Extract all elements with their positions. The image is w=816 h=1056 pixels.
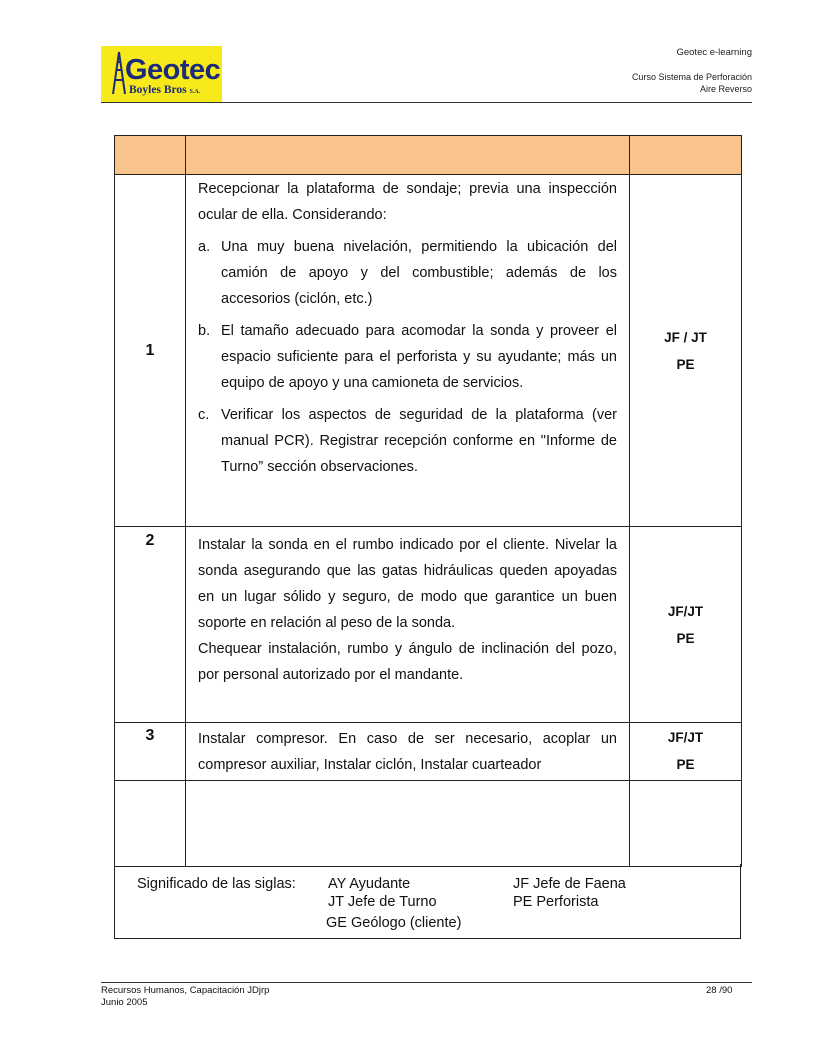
step-description [186, 527, 630, 723]
footer-divider [101, 982, 752, 983]
legend-title: Significado de las siglas: [137, 876, 296, 892]
table-row [115, 175, 742, 527]
acronym-legend [114, 864, 741, 939]
step-text-secondary: Chequear instalación, rumbo y ángulo de inclinación del pozo, por personal autorizado por el mandante. [198, 641, 617, 683]
list-item: c. Verificar los aspectos de seguridad de la plataforma (ver manual PCR). Registrar recepción conforme en "Informe de Turno” sección observaciones. [198, 407, 617, 475]
header-course-site: Geotec e-learning [676, 47, 752, 58]
step-responsible [630, 527, 742, 723]
step-intro: Recepcionar la plataforma de sondaje; previa una inspección ocular de ella. Considerando: [198, 181, 617, 223]
header-course-title: Curso Sistema de Perforación [631, 72, 752, 82]
step-number: 3 [115, 723, 186, 781]
responsible-primary: JF / JT [664, 329, 707, 345]
step-text: Instalar compresor. En caso de ser necesario, acoplar un compresor auxiliar, Instalar ciclón, Instalar cuarteador [198, 731, 617, 773]
step-responsible [630, 723, 742, 781]
list-item: b. El tamaño adecuado para acomodar la sonda y proveer el espacio suficiente para el perforista y su ayudante; más un equipo de apoyo y una camioneta de servicios. [198, 323, 617, 391]
footer-department: Recursos Humanos, Capacitación JDjrp [101, 985, 270, 996]
company-logo [101, 46, 222, 102]
responsible-secondary: PE [676, 356, 695, 372]
step-number: 2 [115, 527, 186, 723]
legend-ay: AY Ayudante [328, 876, 411, 892]
responsible-secondary: PE [676, 630, 695, 646]
page-number: 28 /90 [706, 985, 733, 996]
table-row [115, 527, 742, 723]
header-course-subtitle: Aire Reverso [699, 84, 752, 94]
legend-jf: JF Jefe de Faena [513, 876, 626, 892]
table-row-empty [115, 781, 742, 867]
step-description [186, 723, 630, 781]
step-number: 1 [115, 175, 186, 527]
footer-info [101, 985, 269, 1009]
table-row [115, 723, 742, 781]
legend-ge: GE Geólogo (cliente) [326, 915, 462, 931]
legend-jt: JT Jefe de Turno [328, 894, 437, 910]
responsible-primary: JF/JT [667, 603, 704, 619]
logo-subtitle: Boyles Bros S.A. [129, 84, 201, 96]
list-item: a. Una muy buena nivelación, permitiendo la ubicación del camión de apoyo y del combustible; además de los accesorios (ciclón, etc.) [198, 239, 617, 307]
procedure-table [114, 135, 742, 867]
header-cell-responsible [630, 136, 742, 175]
step-text: Instalar la sonda en el rumbo indicado por el cliente. Nivelar la sonda asegurando que las gatas hidráulicas queden apoyadas en un lugar sólido y seguro, de modo que garantice un buen soporte en relación al peso de la sonda. [198, 537, 617, 631]
legend-pe: PE Perforista [513, 894, 599, 910]
logo-brand: Geotec [125, 54, 221, 86]
header-divider [101, 102, 752, 103]
step-description [186, 175, 630, 527]
table-header-row [115, 136, 742, 175]
responsible-secondary: PE [676, 757, 695, 772]
responsible-primary: JF/JT [667, 730, 704, 745]
footer-date: Junio 2005 [101, 997, 148, 1008]
header-cell-step [115, 136, 186, 175]
header-cell-activity [186, 136, 630, 175]
step-responsible [630, 175, 742, 527]
